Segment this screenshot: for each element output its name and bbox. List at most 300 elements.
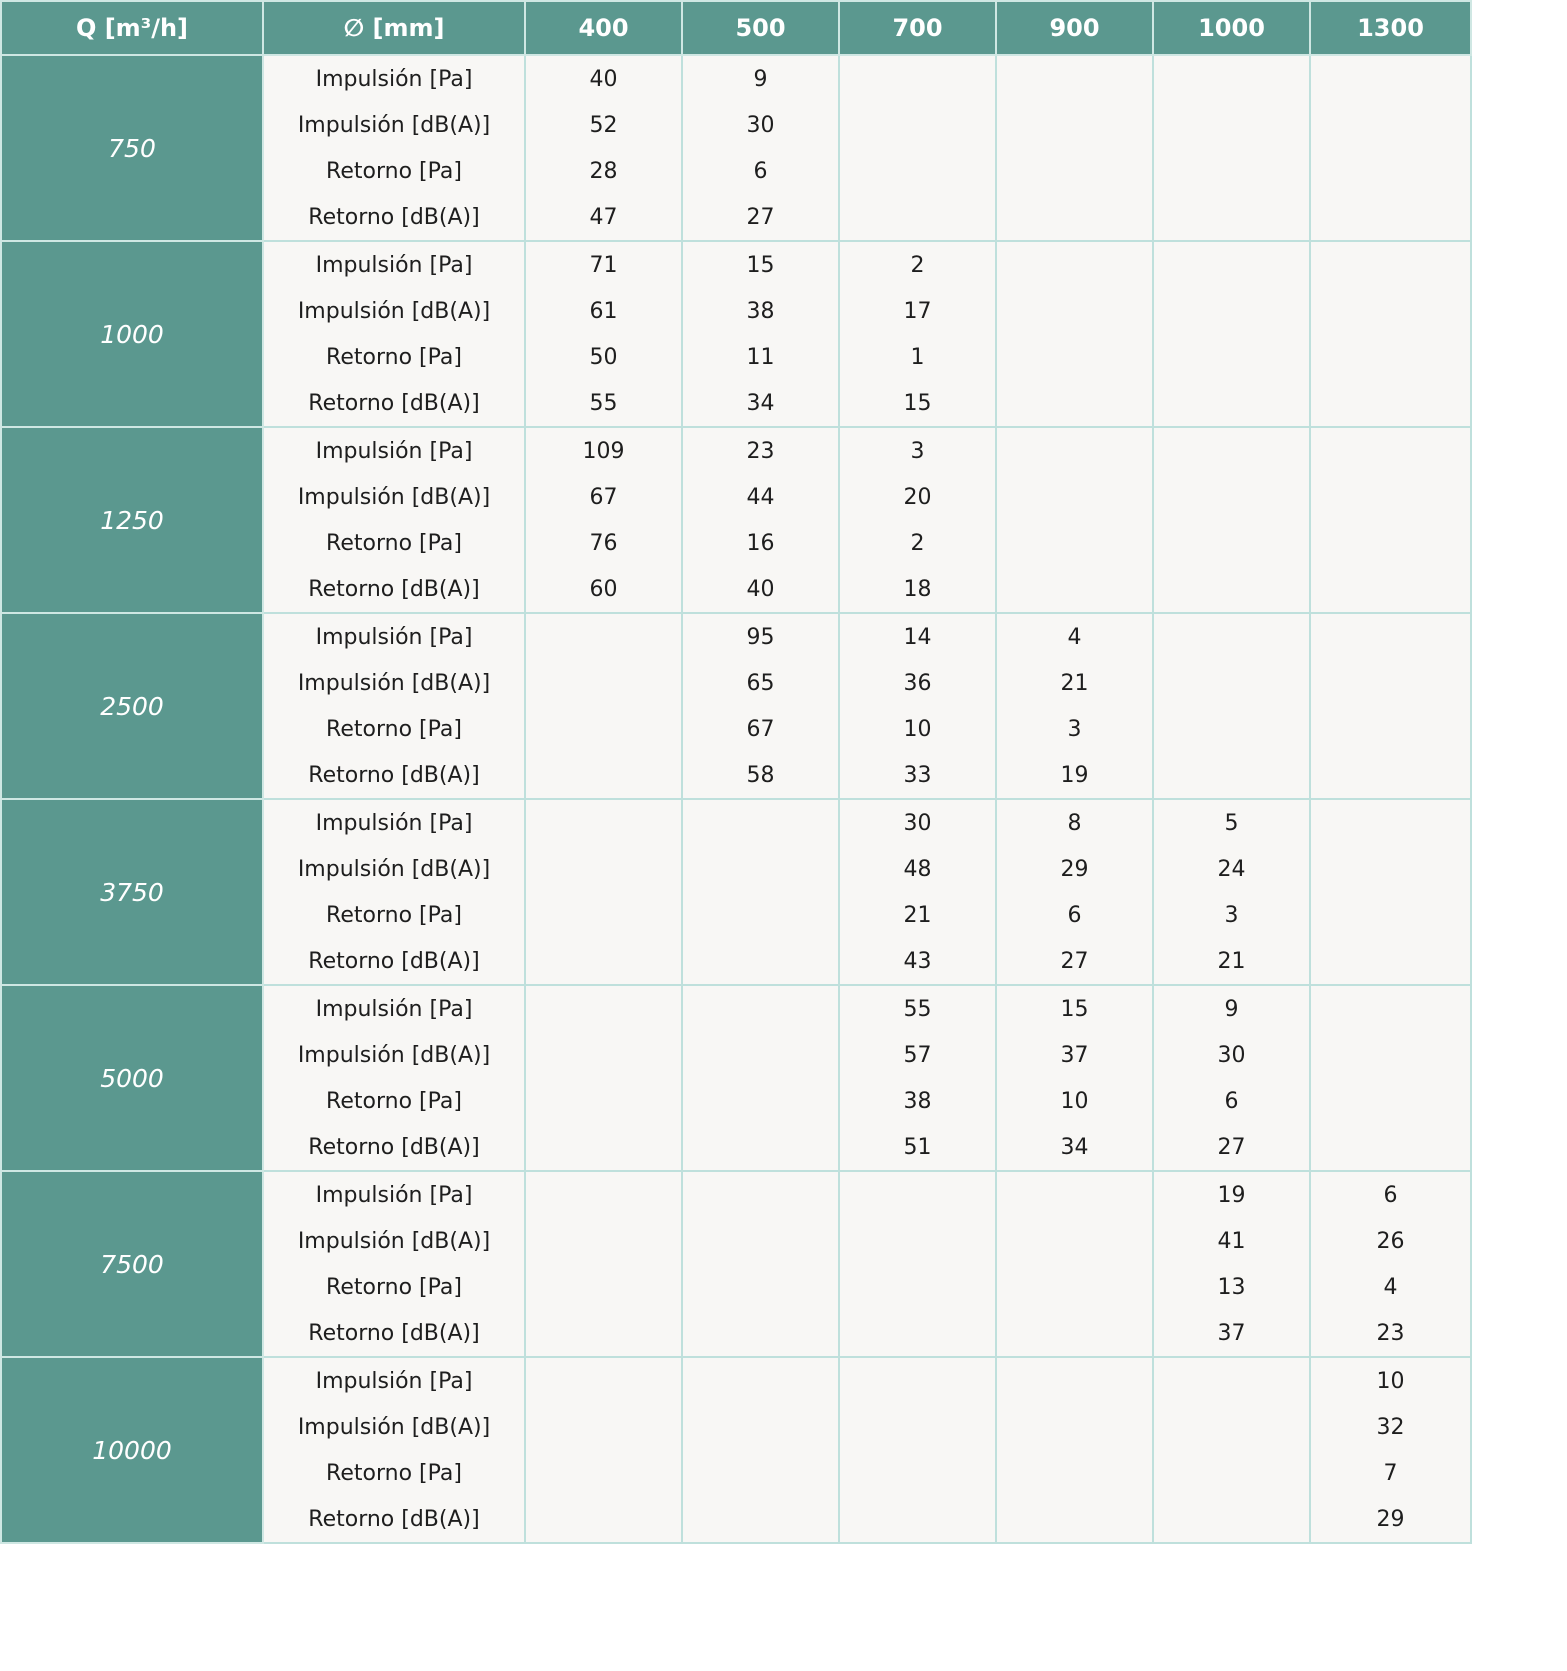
value-cell-1300 xyxy=(1310,427,1471,613)
value xyxy=(1311,194,1470,240)
value-cell-500 xyxy=(682,1171,839,1357)
measurement-label: Retorno [Pa] xyxy=(326,717,462,742)
value-cell-1300 xyxy=(1310,799,1471,985)
value-cell-1300 xyxy=(1310,985,1471,1171)
value: 65 xyxy=(746,671,775,696)
value xyxy=(840,1496,995,1542)
value-cell-500 xyxy=(682,613,839,799)
value xyxy=(997,1450,1152,1496)
value: 32 xyxy=(1376,1415,1405,1440)
value xyxy=(526,661,681,707)
value xyxy=(1311,1078,1470,1124)
measurement-label: Impulsión [dB(A)] xyxy=(297,1415,491,1440)
value: 55 xyxy=(589,391,618,416)
measurement-label: Impulsión [Pa] xyxy=(315,997,473,1022)
table-body xyxy=(1,55,1471,1543)
group-row xyxy=(1,985,1471,1171)
value xyxy=(997,1173,1152,1219)
value: 4 xyxy=(1067,625,1082,650)
group-row xyxy=(1,1357,1471,1543)
value: 1 xyxy=(910,345,925,370)
value: 109 xyxy=(582,439,625,464)
value xyxy=(1311,987,1470,1033)
value: 37 xyxy=(1217,1321,1246,1346)
value xyxy=(683,1124,838,1170)
value xyxy=(1311,520,1470,566)
value-cell-500 xyxy=(682,799,839,985)
value: 30 xyxy=(746,113,775,138)
value-cell-1000 xyxy=(1153,613,1310,799)
value xyxy=(997,566,1152,612)
value xyxy=(683,1033,838,1079)
value-cell-400 xyxy=(525,55,682,241)
value: 21 xyxy=(903,903,932,928)
value-cell-700 xyxy=(839,55,996,241)
value xyxy=(1154,148,1309,194)
measurement-labels-cell xyxy=(263,1171,525,1357)
value xyxy=(997,1264,1152,1310)
measurement-label: Impulsión [Pa] xyxy=(315,1183,473,1208)
measurement-label: Retorno [Pa] xyxy=(326,1089,462,1114)
value: 43 xyxy=(903,949,932,974)
value xyxy=(683,1219,838,1265)
value xyxy=(840,1219,995,1265)
value xyxy=(526,1450,681,1496)
value xyxy=(1154,429,1309,475)
value: 52 xyxy=(589,113,618,138)
header-diameter-900: 900 xyxy=(996,1,1153,55)
value: 44 xyxy=(746,485,775,510)
value xyxy=(1154,752,1309,798)
value-cell-700 xyxy=(839,985,996,1171)
measurement-label: Impulsión [Pa] xyxy=(315,811,473,836)
value-cell-1000 xyxy=(1153,241,1310,427)
value: 51 xyxy=(903,1135,932,1160)
value: 10 xyxy=(1060,1089,1089,1114)
value: 10 xyxy=(903,717,932,742)
value xyxy=(840,57,995,103)
value-cell-500 xyxy=(682,985,839,1171)
value: 19 xyxy=(1217,1183,1246,1208)
value xyxy=(1154,1405,1309,1451)
value xyxy=(1154,566,1309,612)
value xyxy=(1311,103,1470,149)
value xyxy=(840,1310,995,1356)
value: 10 xyxy=(1376,1369,1405,1394)
group-row xyxy=(1,799,1471,985)
value: 67 xyxy=(589,485,618,510)
header-diameter-1000: 1000 xyxy=(1153,1,1310,55)
measurement-labels-cell xyxy=(263,55,525,241)
measurement-label: Retorno [Pa] xyxy=(326,531,462,556)
value: 58 xyxy=(746,763,775,788)
value xyxy=(1154,1496,1309,1542)
measurement-labels-cell xyxy=(263,241,525,427)
value xyxy=(997,148,1152,194)
value xyxy=(683,1173,838,1219)
measurement-label: Impulsión [dB(A)] xyxy=(297,1229,491,1254)
value: 6 xyxy=(1383,1183,1398,1208)
value xyxy=(997,243,1152,289)
measurement-label: Impulsión [dB(A)] xyxy=(297,671,491,696)
group-row xyxy=(1,1171,1471,1357)
value xyxy=(997,1359,1152,1405)
value: 2 xyxy=(910,531,925,556)
value: 17 xyxy=(903,299,932,324)
value xyxy=(840,1173,995,1219)
value xyxy=(997,380,1152,426)
flow-rate-cell: 1000 xyxy=(1,241,263,427)
measurement-label: Retorno [dB(A)] xyxy=(308,1321,480,1346)
value xyxy=(526,1310,681,1356)
header-diameter-400: 400 xyxy=(525,1,682,55)
value xyxy=(1311,801,1470,847)
measurement-label: Impulsión [Pa] xyxy=(315,439,473,464)
flow-rate-cell: 750 xyxy=(1,55,263,241)
header-diameter-500: 500 xyxy=(682,1,839,55)
value: 50 xyxy=(589,345,618,370)
measurement-label: Retorno [dB(A)] xyxy=(308,1507,480,1532)
value xyxy=(1154,661,1309,707)
value xyxy=(1311,566,1470,612)
value xyxy=(997,1219,1152,1265)
value xyxy=(526,1078,681,1124)
value xyxy=(1154,103,1309,149)
value xyxy=(683,847,838,893)
value-cell-1000 xyxy=(1153,799,1310,985)
value xyxy=(526,801,681,847)
value: 9 xyxy=(753,67,768,92)
value xyxy=(526,892,681,938)
value xyxy=(1154,615,1309,661)
value xyxy=(840,148,995,194)
value-cell-700 xyxy=(839,1171,996,1357)
value: 67 xyxy=(746,717,775,742)
value xyxy=(526,615,681,661)
group-row xyxy=(1,427,1471,613)
value xyxy=(526,1033,681,1079)
value xyxy=(1311,752,1470,798)
value xyxy=(683,1078,838,1124)
value xyxy=(526,1173,681,1219)
measurement-labels-cell xyxy=(263,613,525,799)
value xyxy=(997,520,1152,566)
header-row xyxy=(1,1,1471,55)
value-cell-1300 xyxy=(1310,1357,1471,1543)
value-cell-500 xyxy=(682,1357,839,1543)
value: 61 xyxy=(589,299,618,324)
value-cell-1300 xyxy=(1310,613,1471,799)
value xyxy=(1311,938,1470,984)
value: 15 xyxy=(903,391,932,416)
value: 76 xyxy=(589,531,618,556)
measurement-label: Retorno [dB(A)] xyxy=(308,391,480,416)
value: 30 xyxy=(1217,1043,1246,1068)
value: 18 xyxy=(903,577,932,602)
measurement-labels-cell xyxy=(263,427,525,613)
value-cell-900 xyxy=(996,799,1153,985)
value: 27 xyxy=(1217,1135,1246,1160)
measurement-labels-cell xyxy=(263,985,525,1171)
value xyxy=(526,1359,681,1405)
measurement-label: Retorno [Pa] xyxy=(326,903,462,928)
value-cell-1000 xyxy=(1153,55,1310,241)
value: 40 xyxy=(746,577,775,602)
value-cell-1000 xyxy=(1153,1171,1310,1357)
value: 26 xyxy=(1376,1229,1405,1254)
value xyxy=(1311,661,1470,707)
group-row xyxy=(1,55,1471,241)
flow-rate-cell: 5000 xyxy=(1,985,263,1171)
measurement-label: Retorno [dB(A)] xyxy=(308,949,480,974)
value xyxy=(1154,475,1309,521)
flow-rate-cell: 1250 xyxy=(1,427,263,613)
value: 33 xyxy=(903,763,932,788)
value xyxy=(997,334,1152,380)
flow-rate-cell: 10000 xyxy=(1,1357,263,1543)
measurement-label: Impulsión [dB(A)] xyxy=(297,113,491,138)
value xyxy=(1154,1359,1309,1405)
value xyxy=(526,938,681,984)
value xyxy=(1311,706,1470,752)
value-cell-400 xyxy=(525,985,682,1171)
value: 23 xyxy=(746,439,775,464)
value-cell-500 xyxy=(682,241,839,427)
value: 15 xyxy=(1060,997,1089,1022)
value xyxy=(1154,706,1309,752)
value: 3 xyxy=(1067,717,1082,742)
value: 15 xyxy=(746,253,775,278)
header-diameter-700: 700 xyxy=(839,1,996,55)
value xyxy=(683,1359,838,1405)
value xyxy=(1154,243,1309,289)
value xyxy=(997,1405,1152,1451)
value xyxy=(1311,57,1470,103)
value xyxy=(1154,289,1309,335)
value xyxy=(1154,194,1309,240)
value: 5 xyxy=(1224,811,1239,836)
value xyxy=(683,801,838,847)
value xyxy=(840,1450,995,1496)
value-cell-400 xyxy=(525,427,682,613)
value: 2 xyxy=(910,253,925,278)
value-cell-500 xyxy=(682,427,839,613)
flow-rate-cell: 3750 xyxy=(1,799,263,985)
value: 3 xyxy=(1224,903,1239,928)
value: 6 xyxy=(1224,1089,1239,1114)
value-cell-700 xyxy=(839,1357,996,1543)
value xyxy=(997,103,1152,149)
value-cell-1000 xyxy=(1153,985,1310,1171)
value xyxy=(997,289,1152,335)
measurement-label: Impulsión [Pa] xyxy=(315,67,473,92)
value: 48 xyxy=(903,857,932,882)
value-cell-900 xyxy=(996,985,1153,1171)
value: 6 xyxy=(1067,903,1082,928)
measurement-label: Retorno [dB(A)] xyxy=(308,763,480,788)
value-cell-700 xyxy=(839,613,996,799)
value-cell-400 xyxy=(525,613,682,799)
value xyxy=(840,103,995,149)
value-cell-900 xyxy=(996,427,1153,613)
value xyxy=(683,1405,838,1451)
value xyxy=(1311,892,1470,938)
value-cell-400 xyxy=(525,241,682,427)
value xyxy=(840,1264,995,1310)
value: 11 xyxy=(746,345,775,370)
value xyxy=(1154,1450,1309,1496)
value: 27 xyxy=(746,205,775,230)
value xyxy=(526,987,681,1033)
value xyxy=(840,1405,995,1451)
measurement-label: Impulsión [dB(A)] xyxy=(297,857,491,882)
value xyxy=(997,429,1152,475)
flow-rate-cell: 7500 xyxy=(1,1171,263,1357)
value: 38 xyxy=(903,1089,932,1114)
value-cell-1300 xyxy=(1310,241,1471,427)
measurement-label: Retorno [Pa] xyxy=(326,345,462,370)
value: 57 xyxy=(903,1043,932,1068)
value xyxy=(1311,475,1470,521)
value-cell-900 xyxy=(996,241,1153,427)
header-diameter-1300: 1300 xyxy=(1310,1,1471,55)
value xyxy=(526,847,681,893)
value xyxy=(1154,520,1309,566)
value-cell-700 xyxy=(839,427,996,613)
group-row xyxy=(1,241,1471,427)
value xyxy=(526,1405,681,1451)
measurement-label: Impulsión [dB(A)] xyxy=(297,1043,491,1068)
value xyxy=(683,1450,838,1496)
value: 28 xyxy=(589,159,618,184)
measurement-label: Retorno [Pa] xyxy=(326,1461,462,1486)
measurement-label: Retorno [Pa] xyxy=(326,1275,462,1300)
measurement-label: Retorno [dB(A)] xyxy=(308,577,480,602)
value-cell-1300 xyxy=(1310,55,1471,241)
value-cell-400 xyxy=(525,1171,682,1357)
value: 13 xyxy=(1217,1275,1246,1300)
value: 47 xyxy=(589,205,618,230)
value xyxy=(1311,847,1470,893)
value-cell-1300 xyxy=(1310,1171,1471,1357)
value: 4 xyxy=(1383,1275,1398,1300)
value: 21 xyxy=(1060,671,1089,696)
value-cell-1000 xyxy=(1153,427,1310,613)
value: 37 xyxy=(1060,1043,1089,1068)
value xyxy=(526,1219,681,1265)
value: 71 xyxy=(589,253,618,278)
value: 29 xyxy=(1376,1507,1405,1532)
value xyxy=(1154,334,1309,380)
value xyxy=(683,1264,838,1310)
value xyxy=(1154,57,1309,103)
measurement-label: Retorno [dB(A)] xyxy=(308,205,480,230)
value xyxy=(1311,380,1470,426)
value-cell-900 xyxy=(996,613,1153,799)
value xyxy=(526,706,681,752)
measurement-label: Retorno [Pa] xyxy=(326,159,462,184)
value: 8 xyxy=(1067,811,1082,836)
value xyxy=(1311,1124,1470,1170)
measurement-label: Impulsión [Pa] xyxy=(315,253,473,278)
value: 30 xyxy=(903,811,932,836)
measurement-label: Impulsión [dB(A)] xyxy=(297,299,491,324)
value-cell-500 xyxy=(682,55,839,241)
value: 6 xyxy=(753,159,768,184)
measurement-label: Impulsión [Pa] xyxy=(315,625,473,650)
value xyxy=(997,1496,1152,1542)
value xyxy=(997,475,1152,521)
value: 3 xyxy=(910,439,925,464)
value-cell-400 xyxy=(525,799,682,985)
value xyxy=(997,194,1152,240)
value xyxy=(683,892,838,938)
value-cell-1000 xyxy=(1153,1357,1310,1543)
header-q: Q [m³/h] xyxy=(1,1,263,55)
value: 29 xyxy=(1060,857,1089,882)
value: 34 xyxy=(746,391,775,416)
value xyxy=(526,1496,681,1542)
value xyxy=(526,1264,681,1310)
measurement-labels-cell xyxy=(263,799,525,985)
value-cell-900 xyxy=(996,1171,1153,1357)
value xyxy=(1311,615,1470,661)
measurement-labels-cell xyxy=(263,1357,525,1543)
value: 20 xyxy=(903,485,932,510)
measurement-label: Impulsión [dB(A)] xyxy=(297,485,491,510)
flow-rate-cell: 2500 xyxy=(1,613,263,799)
value xyxy=(840,194,995,240)
value xyxy=(1311,429,1470,475)
value: 14 xyxy=(903,625,932,650)
value xyxy=(1311,243,1470,289)
value: 27 xyxy=(1060,949,1089,974)
value-cell-700 xyxy=(839,241,996,427)
value xyxy=(683,1496,838,1542)
value xyxy=(1311,289,1470,335)
value: 60 xyxy=(589,577,618,602)
value xyxy=(683,938,838,984)
group-row xyxy=(1,613,1471,799)
value: 55 xyxy=(903,997,932,1022)
value: 36 xyxy=(903,671,932,696)
value-cell-400 xyxy=(525,1357,682,1543)
value xyxy=(683,987,838,1033)
value: 19 xyxy=(1060,763,1089,788)
value-cell-900 xyxy=(996,1357,1153,1543)
value xyxy=(840,1359,995,1405)
value-cell-700 xyxy=(839,799,996,985)
value: 24 xyxy=(1217,857,1246,882)
value: 40 xyxy=(589,67,618,92)
value xyxy=(1311,334,1470,380)
value xyxy=(997,57,1152,103)
value-cell-900 xyxy=(996,55,1153,241)
value: 21 xyxy=(1217,949,1246,974)
value: 9 xyxy=(1224,997,1239,1022)
header-diameter: ∅ [mm] xyxy=(263,1,525,55)
value: 16 xyxy=(746,531,775,556)
measurement-label: Retorno [dB(A)] xyxy=(308,1135,480,1160)
value: 95 xyxy=(746,625,775,650)
value xyxy=(1311,1033,1470,1079)
value xyxy=(1154,380,1309,426)
value: 41 xyxy=(1217,1229,1246,1254)
value xyxy=(1311,148,1470,194)
value: 7 xyxy=(1383,1461,1398,1486)
value xyxy=(683,1310,838,1356)
value xyxy=(526,1124,681,1170)
